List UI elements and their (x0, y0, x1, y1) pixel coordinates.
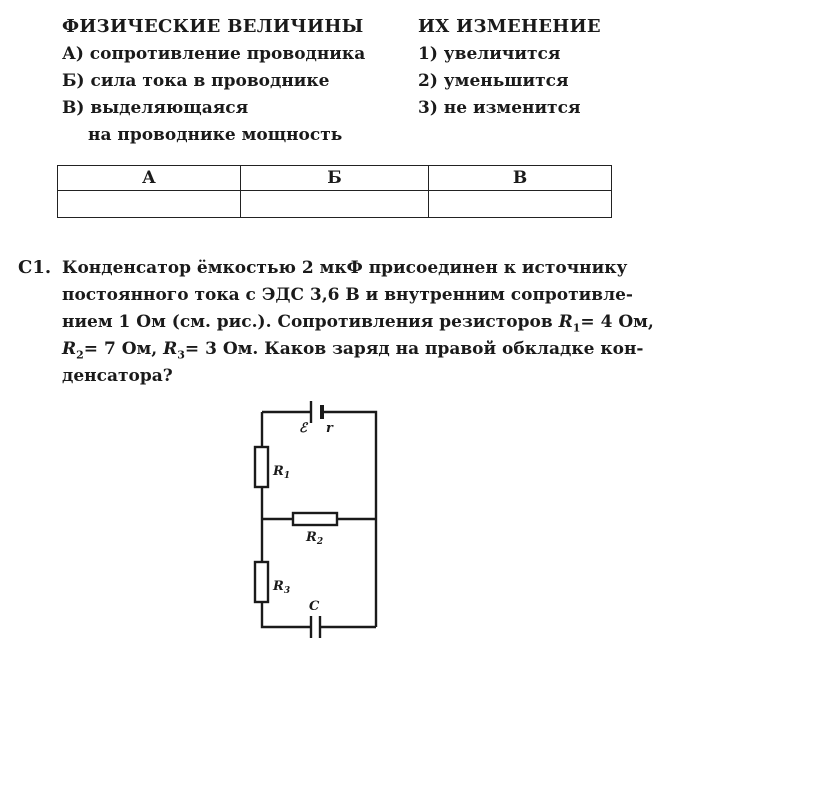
task-line-1: Конденсатор ёмкостью 2 мкФ присоединен к источнику (62, 258, 628, 278)
resistor-r1 (255, 447, 268, 487)
change-1: 1) увеличится (418, 44, 561, 64)
answer-header-a: А (58, 166, 241, 191)
change-2: 2) уменьшится (418, 71, 569, 91)
task-line-3-tail: = 4 Ом, (580, 312, 654, 332)
r3-label-name: R (273, 579, 284, 594)
quantity-b: Б) сила тока в проводнике (62, 71, 330, 91)
var-r2: R (62, 339, 77, 359)
answer-cell-b[interactable] (240, 191, 428, 218)
right-column-header: ИХ ИЗМЕНЕНИЕ (418, 16, 601, 37)
resistor-r2 (293, 513, 337, 525)
internal-resistance-label: r (326, 421, 333, 436)
answer-cell-v[interactable] (429, 191, 612, 218)
task-line-4 (62, 339, 643, 361)
answer-table (57, 165, 612, 218)
task-line-3-text: нием 1 Ом (см. рис.). Сопротивления резисторов (62, 312, 559, 332)
var-r1: R (558, 312, 573, 332)
sub-r2: 2 (76, 348, 84, 362)
answer-cell-a[interactable] (58, 191, 241, 218)
answer-table-input-row (58, 191, 612, 218)
answer-table-header-row (58, 166, 612, 191)
sub-r1: 1 (572, 321, 581, 335)
left-column-header: ФИЗИЧЕСКИЕ ВЕЛИЧИНЫ (62, 16, 364, 37)
r2-label-sub: 2 (316, 537, 324, 547)
quantity-v: В) выделяющаяся (62, 98, 249, 118)
quantity-v-continued: на проводнике мощность (88, 125, 343, 145)
wire-left-3 (262, 602, 310, 627)
task-line-3 (62, 312, 654, 334)
r1-label (272, 464, 290, 481)
answer-header-v: В (429, 166, 612, 191)
resistor-r3 (255, 562, 268, 602)
task-line-4-mid: = 7 Ом, (83, 339, 164, 359)
quantity-a: А) сопротивление проводника (62, 44, 366, 64)
var-r3: R (163, 339, 178, 359)
r1-label-name: R (273, 464, 284, 479)
task-label: C1. (18, 257, 52, 278)
task-line-2: постоянного тока с ЭДС 3,6 В и внутренним сопротивле- (62, 285, 633, 305)
circuit-diagram (240, 395, 390, 640)
emf-label: ℰ (299, 421, 307, 436)
r2-label (305, 530, 323, 547)
answer-header-b: Б (240, 166, 428, 191)
task-line-4-tail: = 3 Ом. Каков заряд на правой обкладке кон- (184, 339, 644, 359)
r3-label (272, 579, 290, 596)
task-line-5: денсатора? (62, 366, 173, 386)
capacitor-label: C (309, 599, 320, 614)
r1-label-sub: 1 (283, 471, 291, 481)
change-3: 3) не изменится (418, 98, 581, 118)
sub-r3: 3 (177, 348, 185, 362)
r2-label-name: R (306, 530, 317, 545)
r3-label-sub: 3 (283, 586, 291, 596)
